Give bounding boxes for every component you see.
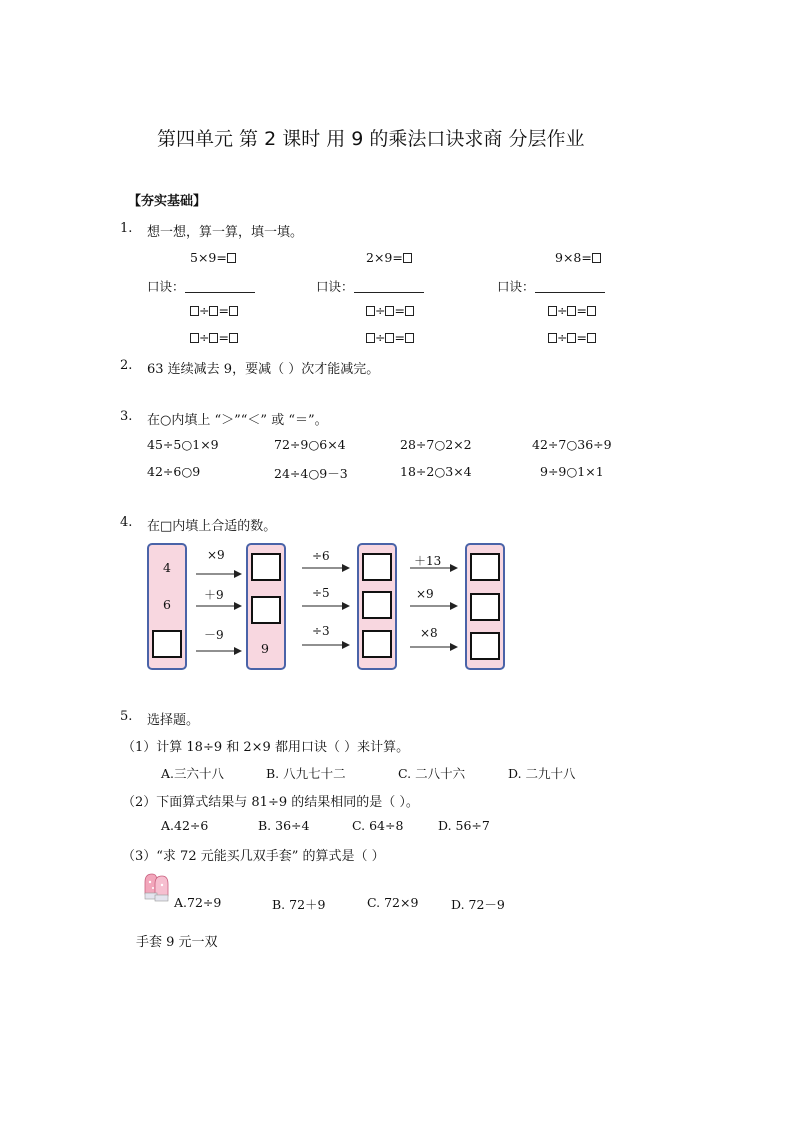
q3-text: 在○内填上 “＞”“＜” 或 “＝”。 bbox=[147, 413, 328, 428]
q1-div-row: ÷ = bbox=[190, 330, 238, 345]
col1-value: 6 bbox=[163, 597, 171, 612]
q1-div-row: ÷ = bbox=[548, 330, 596, 345]
choice-option[interactable]: B. 72＋9 bbox=[272, 897, 326, 912]
choice-option[interactable]: C. 72×9 bbox=[367, 895, 419, 910]
q4-text: 在□内填上合适的数。 bbox=[147, 519, 277, 534]
q1-eq-1: 5×9= bbox=[190, 250, 236, 265]
op-label: －9 bbox=[204, 628, 224, 642]
choice-option[interactable]: C. 64÷8 bbox=[352, 818, 404, 833]
op-label: ÷3 bbox=[312, 624, 330, 638]
q5-sub2-text: （2）下面算式结果与 81÷9 的结果相同的是（ ）。 bbox=[122, 795, 419, 810]
q1-div-row: ÷ = bbox=[548, 303, 596, 318]
mittens-icon bbox=[142, 872, 170, 904]
section-header: 【夯实基础】 bbox=[128, 194, 207, 209]
q1-text: 想一想，算一算，填一填。 bbox=[147, 225, 304, 240]
q1-eq-3: 9×8= bbox=[555, 250, 601, 265]
q3-item: 28÷7○2×2 bbox=[400, 437, 472, 452]
q5-number: 5. bbox=[120, 709, 133, 724]
q5-sub3-text: （3）“求 72 元能买几双手套” 的算式是（ ） bbox=[122, 849, 385, 864]
q3-item: 42÷7○36÷9 bbox=[532, 437, 612, 452]
col1-value: 4 bbox=[163, 560, 171, 575]
op-label: ＋13 bbox=[414, 554, 442, 568]
q1-koujue-3: 口诀： bbox=[497, 277, 605, 295]
q4-number: 4. bbox=[120, 515, 133, 530]
choice-option[interactable]: D. 56÷7 bbox=[438, 818, 490, 833]
q1-eq-2: 2×9= bbox=[366, 250, 412, 265]
q1-div-row: ÷ = bbox=[190, 303, 238, 318]
op-label: ×8 bbox=[420, 626, 438, 640]
op-label: ÷5 bbox=[312, 586, 330, 600]
choice-option[interactable]: A.三六十八 bbox=[161, 766, 225, 781]
op-label: ÷6 bbox=[312, 549, 330, 563]
choice-option[interactable]: A.42÷6 bbox=[161, 818, 209, 833]
op-label: ×9 bbox=[207, 548, 225, 562]
q3-item: 42÷6○9 bbox=[147, 464, 201, 479]
op-label: ＋9 bbox=[204, 588, 224, 602]
q2-text: 63 连续减去 9，要减（ ）次才能减完。 bbox=[147, 362, 380, 377]
q1-div-row: ÷ = bbox=[366, 330, 414, 345]
choice-option[interactable]: D. 72－9 bbox=[451, 897, 505, 912]
q5-sub1-text: （1）计算 18÷9 和 2×9 都用口诀（ ）来计算。 bbox=[122, 740, 410, 755]
q1-koujue-2: 口诀： bbox=[316, 277, 424, 295]
op-label: ×9 bbox=[416, 587, 434, 601]
choice-option[interactable]: B. 八九七十二 bbox=[266, 766, 346, 781]
q3-item: 18÷2○3×4 bbox=[400, 464, 472, 479]
q1-number: 1. bbox=[120, 221, 133, 236]
q3-item: 72÷9○6×4 bbox=[274, 437, 346, 452]
q1-div-row: ÷ = bbox=[366, 303, 414, 318]
choice-option[interactable]: C. 二八十六 bbox=[398, 766, 466, 781]
col2-value: 9 bbox=[261, 641, 269, 656]
mittens-caption: 手套 9 元一双 bbox=[136, 935, 218, 950]
choice-option[interactable]: B. 36÷4 bbox=[258, 818, 310, 833]
q3-item: 24÷4○9－3 bbox=[274, 466, 348, 481]
q3-number: 3. bbox=[120, 409, 133, 424]
choice-option[interactable]: D. 二九十八 bbox=[508, 766, 576, 781]
choice-option[interactable]: A.72÷9 bbox=[174, 895, 222, 910]
q3-item: 9÷9○1×1 bbox=[540, 464, 604, 479]
q5-text: 选择题。 bbox=[147, 713, 200, 728]
q1-koujue-1: 口诀： bbox=[147, 277, 255, 295]
q3-item: 45÷5○1×9 bbox=[147, 437, 219, 452]
q2-number: 2. bbox=[120, 358, 133, 373]
page-title: 第四单元 第 2 课时 用 9 的乘法口诀求商 分层作业 bbox=[157, 128, 585, 150]
